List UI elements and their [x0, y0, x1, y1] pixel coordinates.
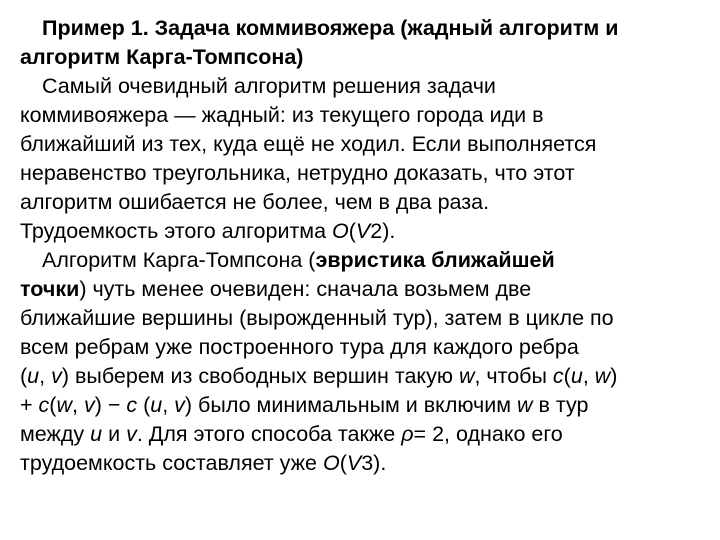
text-fragment: ( [348, 219, 356, 243]
math-var: v [174, 393, 185, 417]
para1-line-4: неравенство треугольника, нетрудно доказать, что этот [20, 161, 575, 185]
bold-term: точки [20, 277, 80, 301]
text-fragment: 3). [361, 451, 387, 475]
text-body [20, 14, 710, 478]
math-var: c [552, 364, 564, 388]
text-fragment: , [71, 393, 84, 417]
text-fragment: ) было минимальным и включим [184, 393, 517, 417]
text-fragment: , чтобы [474, 364, 553, 388]
math-O: O [322, 451, 340, 475]
math-var: w [458, 364, 475, 388]
para1-line-3: ближайший из тех, куда ещё не ходил. Если выполняется [20, 132, 597, 156]
math-var: w [56, 393, 72, 417]
para2-line-2 [20, 275, 710, 304]
math-var: w [594, 364, 611, 388]
math-var: u [90, 422, 103, 446]
text-fragment: ( [20, 364, 28, 388]
math-var: u [570, 364, 583, 388]
para2-line-4: всем ребрам уже построенного тура для каждого ребра [20, 335, 579, 359]
math-O: O [332, 219, 349, 243]
math-var: v [126, 422, 137, 446]
para1-line-2: коммивояжера — жадный: из текущего города иди в [20, 103, 544, 127]
text-fragment: ) − [94, 393, 127, 417]
text-fragment: Алгоритм Карга-Томпсона ( [42, 248, 316, 272]
text-fragment: ) [610, 364, 618, 388]
math-var: v [83, 393, 95, 417]
text-fragment: , [39, 364, 52, 388]
text-fragment: ( [49, 393, 57, 417]
para1-line-1: Самый очевидный алгоритм решения задачи [42, 74, 496, 98]
text-fragment: между [20, 422, 91, 446]
text-fragment: ) выберем из свободных вершин такую [61, 364, 459, 388]
heading-line-2: алгоритм Карга-Томпсона) [20, 45, 304, 69]
math-rho: ρ [401, 422, 414, 446]
text-fragment: ( [137, 393, 151, 417]
text-fragment: 2). [370, 219, 396, 243]
para1-line-5: алгоритм ошибается не более, чем в два раза. [20, 190, 490, 214]
text-fragment: ) чуть менее очевиден: сначала возьмем две [79, 277, 532, 301]
text-fragment: Трудоемкость этого алгоритма [20, 219, 333, 243]
text-fragment: ( [339, 451, 347, 475]
text-fragment: ( [563, 364, 571, 388]
para2-line-6 [20, 391, 710, 420]
math-V: V [355, 219, 371, 243]
text-fragment: и [102, 422, 127, 446]
text-fragment: + [20, 393, 39, 417]
math-var: w [517, 393, 533, 417]
para1-line-6 [20, 217, 710, 246]
text-fragment: трудоемкость составляет уже [20, 451, 323, 475]
text-fragment: . Для этого способа также [136, 422, 402, 446]
text-fragment: , [162, 393, 175, 417]
math-var: u [150, 393, 163, 417]
bold-term: эвристика ближайшей [315, 248, 555, 272]
math-var: u [27, 364, 40, 388]
para2-line-5 [20, 362, 710, 391]
heading-line-1: Пример 1. Задача коммивояжера (жадный алгоритм и [42, 16, 619, 40]
para2-line-7 [20, 420, 710, 449]
para2-line-8 [20, 449, 710, 478]
text-fragment: , [582, 364, 595, 388]
para2-line-3: ближайшие вершины (вырожденный тур), затем в цикле по [20, 306, 614, 330]
math-var: c [38, 393, 50, 417]
math-var: v [51, 364, 62, 388]
text-fragment: в тур [532, 393, 589, 417]
math-var: c [126, 393, 138, 417]
text-fragment: = 2, однако его [413, 422, 563, 446]
math-V: V [346, 451, 362, 475]
para2-line-1 [20, 246, 710, 275]
